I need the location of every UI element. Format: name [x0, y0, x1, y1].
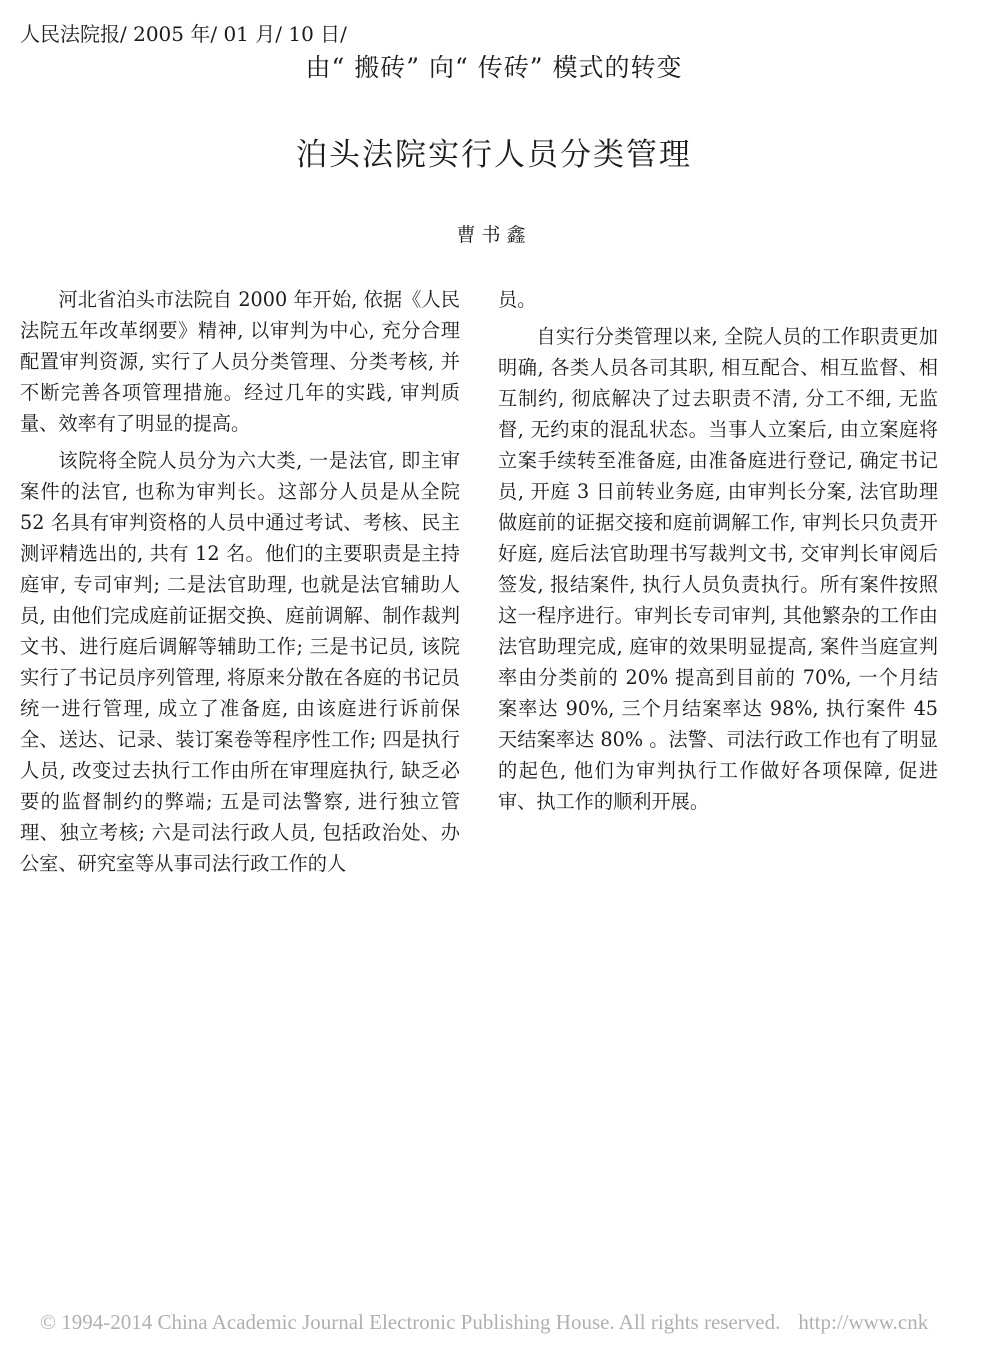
copyright-footer	[40, 1308, 928, 1336]
right-column	[498, 284, 938, 823]
left-column	[20, 284, 460, 885]
footer-url: http://www.cnk	[798, 1310, 929, 1334]
paragraph-intro: 河北省泊头市法院自 2000 年开始, 依据《人民法院五年改革纲要》精神, 以审判为中心, 充分合理配置审判资源, 实行了人员分类管理、分类考核, 并不断完善各项管理措施。经过几年的实践, 审判质量、效率有了明显的提高。	[20, 288, 460, 435]
article-subtitle: 由“ 搬砖” 向“ 传砖” 模式的转变	[305, 53, 683, 82]
paragraph-categories: 该院将全院人员分为六大类, 一是法官, 即主审案件的法官, 也称为审判长。这部分人员是从全院 52 名具有审判资格的人员中通过考试、考核、民主测评精选出的, 共有 12 名。他们的主要职责是主持庭审, 专司审判; 二是法官助理, 也就是法官辅助人员, 由他们完成庭前证据交换、庭前调解、制作裁判文书、进行庭后调解等辅助工作; 三是书记员, 该院实行了书记员序列管理, 将原来分散在各庭的书记员统一进行管理, 成立了准备庭, 由该庭进行诉前保全、送达、记录、装订案卷等程序性工作; 四是执行人员, 改变过去执行工作由所在审理庭执行, 缺乏必要的监督制约的弊端; 五是司法警察, 进行独立管理、独立考核; 六是司法行政人员, 包括政治处、办公室、研究室等从事司法行政工作的人	[20, 449, 460, 875]
copyright-text: © 1994-2014 China Academic Journal Electronic Publishing House. All rights reserved.	[40, 1310, 781, 1334]
article-title: 泊头法院实行人员分类管理	[296, 137, 692, 173]
source-line: 人民法院报/ 2005 年/ 01 月/ 10 日/	[20, 22, 347, 46]
article-author: 曹书鑫	[456, 224, 532, 246]
paragraph-continuation: 员。	[498, 288, 537, 311]
paragraph-results: 自实行分类管理以来, 全院人员的工作职责更加明确, 各类人员各司其职, 相互配合、相互监督、相互制约, 彻底解决了过去职责不清, 分工不细, 无监督, 无约束的混乱状态。当事人立案后, 由立案庭将立案手续转至准备庭, 由准备庭进行登记, 确定书记员, 开庭 3 日前转业务庭, 由审判长分案, 法官助理做庭前的证据交接和庭前调解工作, 审判长只负责开好庭, 庭后法官助理书写裁判文书, 交审判长审阅后签发, 报结案件, 执行人员负责执行。所有案件按照这一程序进行。审判长专司审判, 其他繁杂的工作由法官助理完成, 庭审的效果明显提高, 案件当庭宣判率由分类前的 20% 提高到目前的 70%, 一个月结案率达 90%, 三个月结案率达 98%, 执行案件 45 天结案率达 80% 。法警、司法行政工作也有了明显的起色, 他们为审判执行工作做好各项保障, 促进审、执工作的顺利开展。	[498, 325, 939, 813]
